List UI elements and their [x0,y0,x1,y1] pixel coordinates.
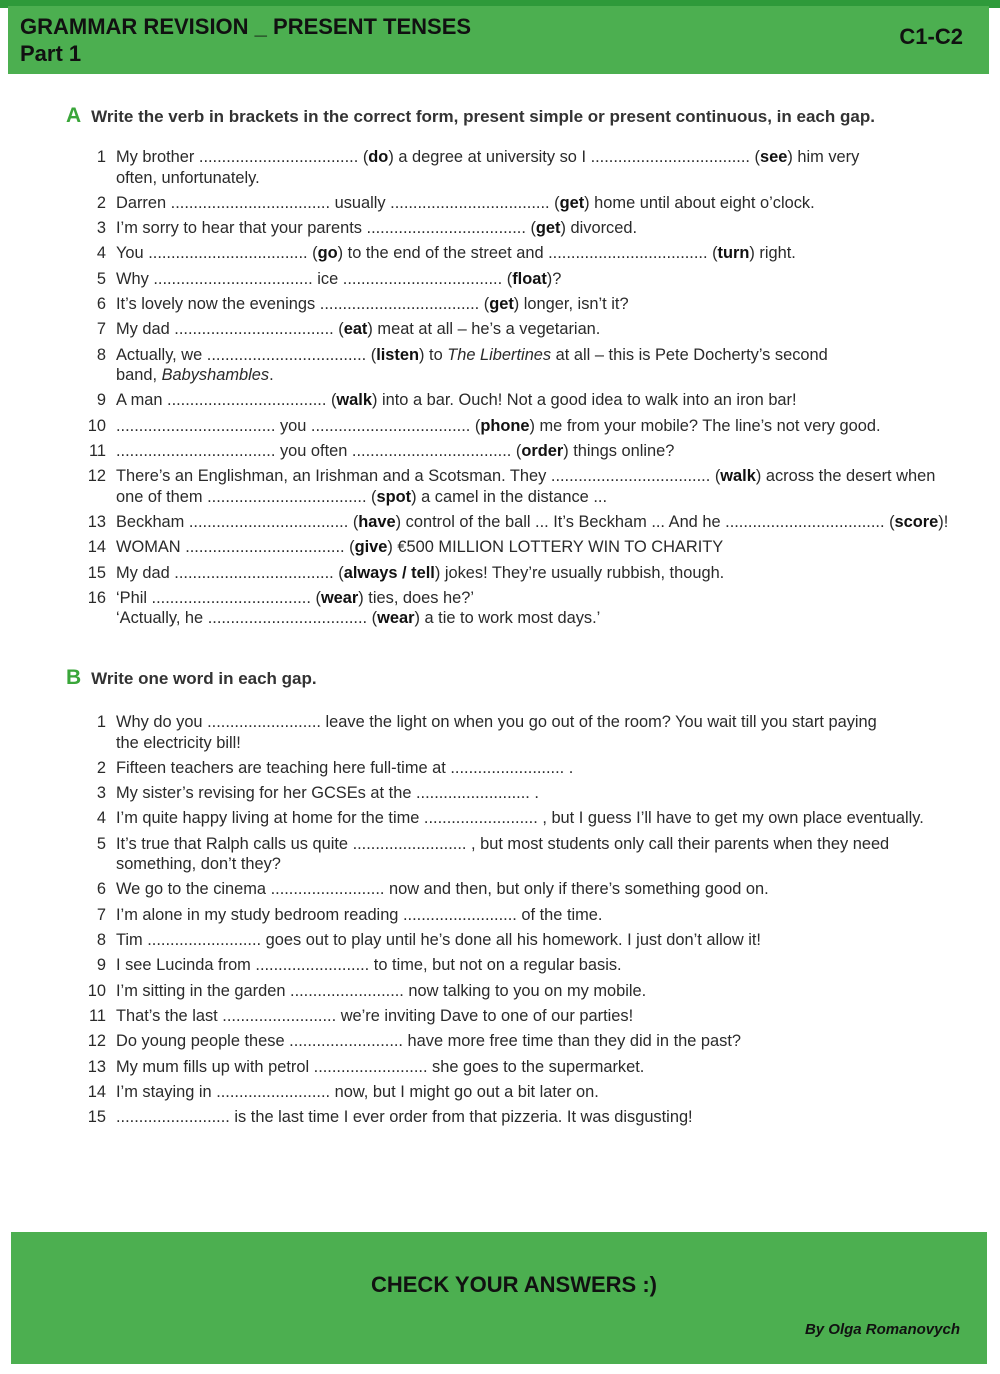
section-a-exercise-list [84,147,964,634]
exercise-item [84,1006,964,1027]
exercise-sentence[interactable]: ................................... you ................................... (phone) me from your mobile? The line’s not very good. [116,416,881,435]
exercise-number: 1 [96,713,106,731]
exercise-item [84,294,964,315]
footer-banner [11,1232,987,1364]
exercise-number: 4 [96,809,106,828]
exercise-number: 6 [96,294,106,313]
exercise-item [84,955,964,976]
exercise-sentence[interactable]: We go to the cinema ......................... now and then, but only if there’s something good on. [116,880,769,899]
level-label: C1-C2 [899,24,963,49]
exercise-item [84,512,964,533]
exercise-sentence[interactable]: That’s the last ......................... we’re inviting Dave to one of our parties! [116,1006,634,1025]
exercise-number: 7 [96,905,106,924]
section-b-heading [66,666,317,690]
exercise-number: 7 [96,320,106,339]
exercise-number: 6 [96,880,106,899]
exercise-sentence[interactable]: It’s true that Ralph calls us quite ......................... , but most students only call their parents when they need something, don’t they? [116,834,890,874]
check-answers-button[interactable]: CHECK YOUR ANSWERS :) [370,1272,657,1297]
exercise-number: 11 [88,441,106,460]
exercise-number: 10 [87,416,106,435]
exercise-number: 8 [96,931,106,950]
exercise-sentence[interactable]: My brother ................................... (do) a degree at university so I ................................... (see) him very often, unfortunately. [116,148,860,187]
exercise-number: 5 [96,269,106,288]
exercise-item [84,319,964,340]
exercise-number: 3 [96,219,106,238]
exercise-item [84,147,964,188]
exercise-sentence[interactable]: My mum fills up with petrol ......................... she goes to the supermarket. [116,1057,645,1076]
exercise-item [84,981,964,1002]
exercise-item [84,218,964,239]
exercise-sentence[interactable]: Beckham ................................... (have) control of the ball ... It’s Beckham ... And he ................................... (score)! [116,513,949,532]
exercise-item [84,1057,964,1078]
exercise-number: 12 [87,1032,106,1051]
exercise-item [84,416,964,437]
exercise-sentence[interactable]: I’m sitting in the garden ......................... now talking to you on my mobile. [116,981,647,1000]
exercise-number: 5 [96,834,106,853]
exercise-number: 14 [87,1082,106,1101]
page-title-line1: GRAMMAR REVISION _ PRESENT TENSES [20,14,472,39]
author-byline: By Olga Romanovych [804,1321,960,1338]
exercise-number: 3 [96,784,106,803]
exercise-number: 4 [96,244,106,263]
exercise-sentence[interactable]: My dad ................................... (always / tell) jokes! They’re usually rubbish, though. [116,563,725,582]
exercise-sentence[interactable]: I’m alone in my study bedroom reading ......................... of the time. [116,905,603,924]
exercise-sentence[interactable]: I’m sorry to hear that your parents ................................... (get) divorced. [116,219,638,238]
exercise-sentence[interactable]: Why ................................... ice ................................... (float)? [116,269,562,288]
exercise-item [84,390,964,411]
exercise-item [84,243,964,264]
exercise-sentence[interactable]: ................................... you often ................................... (order) things online? [116,441,675,460]
exercise-item [84,441,964,462]
exercise-sentence[interactable]: Actually, we ................................... (listen) to The Libertines at all – this is Pete Docherty’s second band, Babyshambles. [116,345,828,385]
exercise-sentence[interactable]: Darren ................................... usually ................................... (get) home until about eight o’clock. [116,193,815,212]
exercise-item [84,758,964,779]
exercise-number: 8 [96,345,106,364]
exercise-number: 15 [87,1108,106,1127]
exercise-sentence[interactable]: Fifteen teachers are teaching here full-time at ......................... . [116,758,574,777]
exercise-item [84,783,964,804]
exercise-sentence[interactable]: ......................... is the last time I ever order from that pizzeria. It was disgusting! [116,1108,693,1127]
exercise-sentence[interactable]: There’s an Englishman, an Irishman and a Scotsman. They ................................... (walk) across the desert when one of them ................................... (spot) a camel in the distance ... [116,467,936,506]
exercise-number: 15 [87,563,106,582]
exercise-number: 13 [87,513,106,532]
exercise-sentence[interactable]: It’s lovely now the evenings ................................... (get) longer, isn’t it? [116,294,629,313]
exercise-sentence[interactable]: You ................................... (go) to the end of the street and ................................... (turn) right. [116,244,796,263]
exercise-sentence[interactable]: Tim ......................... goes out to play until he’s done all his homework. I just don’t allow it! [116,931,761,950]
section-a-instruction: Write the verb in brackets in the correct form, present simple or present continuous, in each gap. [91,107,875,126]
exercise-item [84,563,964,584]
exercise-item [84,808,964,829]
exercise-number: 13 [87,1057,106,1076]
exercise-item [84,1107,964,1128]
exercise-sentence[interactable]: Why do you ......................... leave the light on when you go out of the room? You wait till you start paying the electricity bill! [116,713,877,752]
exercise-number: 9 [96,391,106,410]
exercise-item [84,193,964,214]
exercise-sentence[interactable]: I’m quite happy living at home for the time ......................... , but I guess I’ll have to get my own place eventually. [116,809,924,828]
exercise-sentence[interactable]: WOMAN ................................... (give) €500 MILLION LOTTERY WIN TO CHARITY [116,538,724,557]
exercise-sentence[interactable]: A man ................................... (walk) into a bar. Ouch! Not a good idea to walk into an iron bar! [116,391,797,410]
exercise-number: 16 [87,588,106,607]
page-title-line2: Part 1 [20,41,82,66]
page-title [20,13,471,67]
section-b-instruction: Write one word in each gap. [91,669,317,688]
exercise-item [84,879,964,900]
exercise-item [84,905,964,926]
section-b-letter: B [66,666,82,689]
exercise-item [84,537,964,558]
section-a-letter: A [66,104,82,127]
exercise-sentence[interactable]: My dad ................................... (eat) meat at all – he’s a vegetarian. [116,320,601,339]
exercise-sentence[interactable]: Do young people these ......................... have more free time than they did in the past? [116,1032,742,1051]
section-b-exercise-list [84,712,964,1132]
exercise-item [84,712,964,753]
exercise-number: 2 [96,193,106,212]
exercise-item [84,588,964,629]
exercise-item [84,269,964,290]
exercise-number: 1 [96,148,106,166]
exercise-number: 12 [87,467,106,486]
exercise-number: 9 [96,956,106,975]
section-a-heading [66,104,875,128]
exercise-number: 14 [87,538,106,557]
exercise-item [84,834,964,875]
exercise-number: 2 [96,758,106,777]
exercise-sentence[interactable]: I’m staying in ......................... now, but I might go out a bit later on. [116,1082,599,1101]
exercise-number: 11 [88,1006,106,1025]
exercise-item [84,930,964,951]
exercise-item [84,345,964,386]
exercise-sentence[interactable]: My sister’s revising for her GCSEs at the ......................... . [116,784,539,803]
exercise-item [84,1082,964,1103]
header-banner [8,6,989,74]
exercise-item [84,1031,964,1052]
exercise-sentence[interactable]: I see Lucinda from ......................... to time, but not on a regular basis. [116,956,622,975]
exercise-item [84,466,964,507]
exercise-number: 10 [87,981,106,1000]
exercise-sentence[interactable]: ‘Phil ................................... (wear) ties, does he?’ ‘Actually, he ................................... (wear) a tie to work most days.’ [116,588,601,628]
